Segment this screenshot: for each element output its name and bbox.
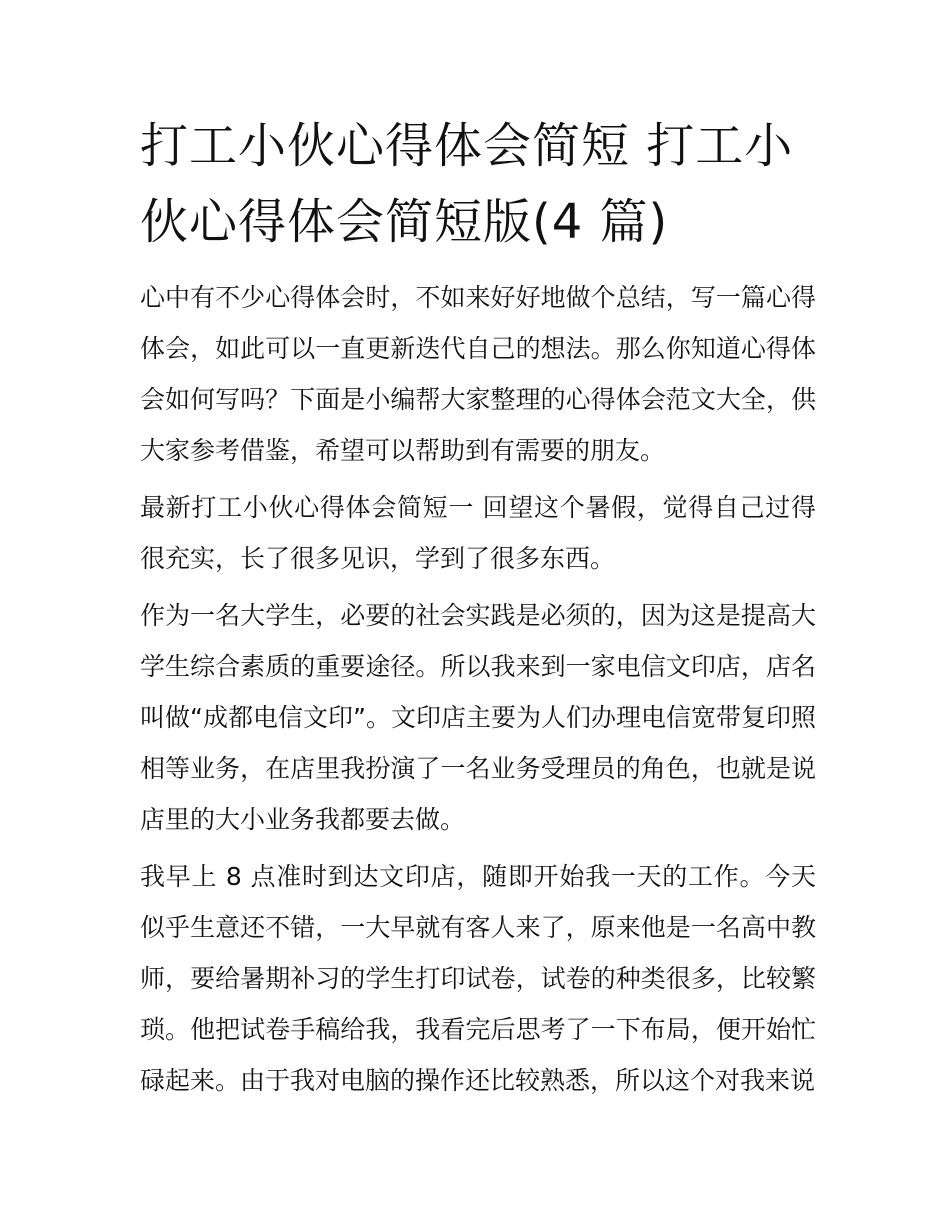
document-body (140, 108, 816, 1106)
paragraph-intro: 心中有不少心得体会时，不如来好好地做个总结，写一篇心得体会，如此可以一直更新迭代自己的想法。那么你知道心得体会如何写吗？下面是小编帮大家整理的心得体会范文大全，供大家参考借鉴，希望可以帮助到有需要的朋友。 (140, 283, 816, 465)
document-title: 打工小伙心得体会简短 打工小伙心得体会简短版(4 篇) (140, 118, 794, 250)
paragraph-workday: 我早上 8 点准时到达文印店，随即开始我一天的工作。今天似乎生意还不错，一大早就有客人来了，原来他是一名高中教师，要给暑期补习的学生打印试卷，试卷的种类很多，比较繁琐。他把试卷手稿给我，我看完后思考了一下布局，便开始忙碌起来。由于我对电脑的操作还比较熟悉，所以这个对我来说 (140, 862, 816, 1095)
paragraph-internship: 作为一名大学生，必要的社会实践是必须的，因为这是提高大学生综合素质的重要途径。所以我来到一家电信文印店，店名叫做“成都电信文印”。文印店主要为人们办理电信宽带复印照相等业务，在店里我扮演了一名业务受理员的角色，也就是说店里的大小业务我都要去做。 (140, 601, 816, 834)
paragraph-section-one: 最新打工小伙心得体会简短一 回望这个暑假，觉得自己过得很充实，长了很多见识，学到了很多东西。 (140, 493, 816, 573)
